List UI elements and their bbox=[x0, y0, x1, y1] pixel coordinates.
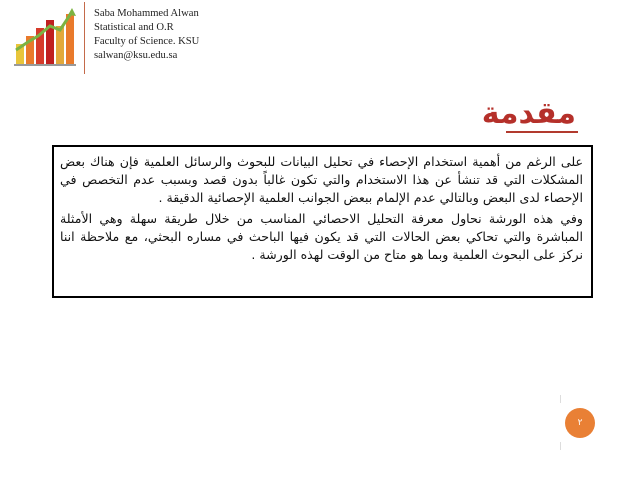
bar-chart-growth-icon bbox=[12, 6, 78, 68]
author-faculty: Faculty of Science. KSU bbox=[94, 36, 200, 47]
author-department: Statistical and O.R bbox=[94, 22, 174, 33]
body-paragraph-2: وفي هذه الورشة نحاول معرفة التحليل الاحصائي المناسب من خلال طريقة سهلة وهي الأمثلة المباشرة والتي تحاكي بعض الحالات التي قد يكون فيها الباحث في مساره البحثي، مع ملاحظة اننا نركز على البحوث العلمية وبما هو متاح من الوقت لهذه الورشة . bbox=[60, 210, 583, 263]
body-paragraph-1: على الرغم من أهمية استخدام الإحصاء في تحليل البيانات للبحوث والرسائل العلمية فإن هناك بعض المشكلات التي قد تنشأ عن هذا الاستخدام والتي تكون غالباً بدون قصد وبسبب عدم التخصص في الإحصاء لدى البعض وبالتالي عدم الإلمام ببعض الجوانب العلمية الإحصائية الدقيقة . bbox=[60, 154, 583, 206]
title-underline bbox=[506, 131, 578, 133]
slide-title: مقدمة bbox=[481, 96, 576, 131]
body-text-box bbox=[52, 145, 593, 298]
badge-decoration-bottom bbox=[560, 442, 561, 450]
author-email: salwan@ksu.edu.sa bbox=[94, 50, 178, 61]
header-divider bbox=[84, 2, 85, 74]
page-number-badge: ٢ bbox=[565, 408, 595, 438]
author-block bbox=[94, 7, 199, 63]
badge-decoration-top bbox=[560, 395, 561, 403]
author-name: Saba Mohammed Alwan bbox=[94, 8, 199, 19]
